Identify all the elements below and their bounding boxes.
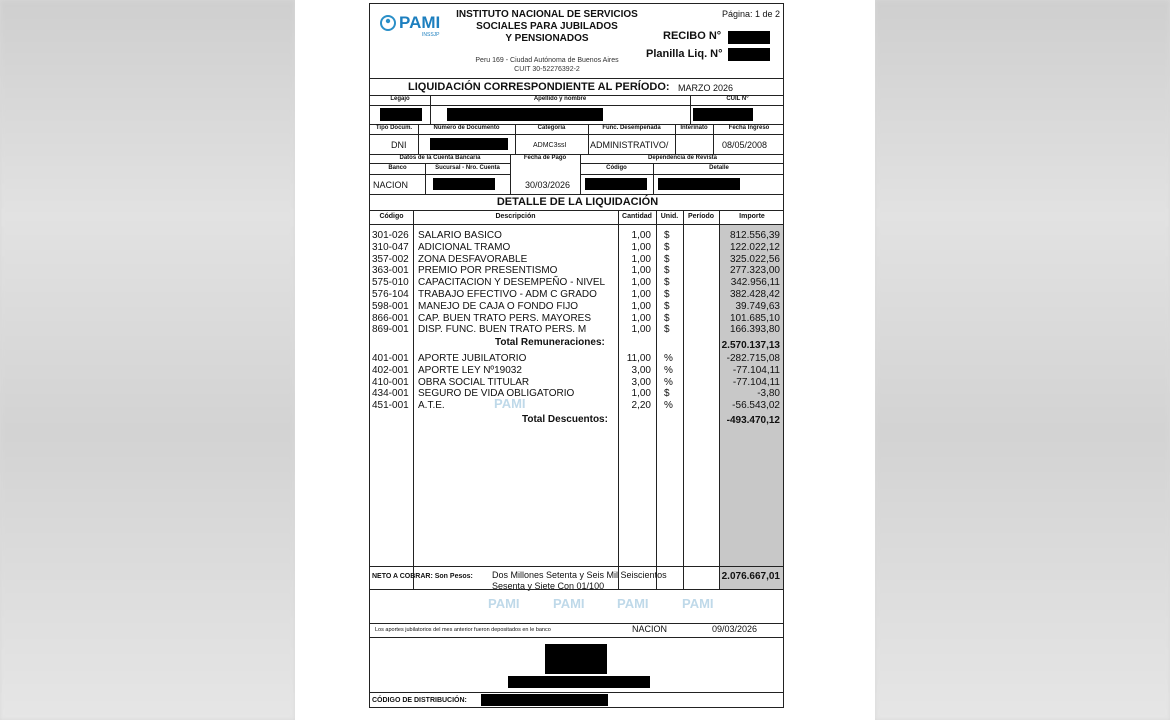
planilla-number-redacted xyxy=(728,48,770,61)
remuneracion-row-4-desc: CAPACITACION Y DESEMPEÑO - NIVEL xyxy=(418,277,606,288)
institution-line-3: Y PENSIONADOS xyxy=(505,33,589,44)
descuento-row-3-code: 434-001 xyxy=(372,388,409,399)
cuil-redacted xyxy=(693,108,753,121)
neto-label: NETO A COBRAR: Son Pesos: xyxy=(372,573,473,580)
institution-cuit: CUIT 30-52276392-2 xyxy=(514,66,580,73)
logo-text: PAMI xyxy=(399,13,441,32)
remuneracion-row-2-amount: 325.022,56 xyxy=(729,254,780,265)
funcion-value: ADMINISTRATIVO/ xyxy=(590,140,669,150)
remuneracion-row-8-desc: DISP. FUNC. BUEN TRATO PERS. M xyxy=(418,324,587,335)
descuento-row-3-unit: $ xyxy=(664,388,670,399)
remuneracion-row-5-code: 576-104 xyxy=(372,289,409,300)
banco-value: NACION xyxy=(373,180,409,190)
remuneracion-row-6-qty: 1,00 xyxy=(631,301,651,312)
signature-redacted xyxy=(545,644,607,674)
remuneracion-row-7-amount: 101.685,10 xyxy=(729,313,780,324)
descuento-row-2-desc: OBRA SOCIAL TITULAR xyxy=(418,377,530,388)
banco-header: Banco xyxy=(388,165,407,171)
neto-words-1: Dos Millones Setenta y Seis Mil Seiscientos xyxy=(492,570,667,580)
remuneracion-row-8-unit: $ xyxy=(664,324,670,335)
codigo-dep-header: Código xyxy=(606,165,627,171)
remuneracion-row-6-desc: MANEJO DE CAJA O FONDO FIJO xyxy=(418,301,579,312)
remuneracion-row-7-code: 866-001 xyxy=(372,313,409,324)
remuneracion-row-0-amount: 812.556,39 xyxy=(729,230,780,241)
descuento-row-0-desc: APORTE JUBILATORIO xyxy=(418,353,527,364)
remuneracion-row-0-desc: SALARIO BASICO xyxy=(418,230,502,241)
fecha-pago-value: 30/03/2026 xyxy=(525,180,571,190)
tipo-doc-value: DNI xyxy=(391,140,407,150)
payslip-document xyxy=(369,3,784,708)
remuneracion-row-4-amount: 342.956,11 xyxy=(730,277,780,288)
remuneracion-row-1-amount: 122.022,12 xyxy=(729,242,780,253)
logo-subtext: INSSJP xyxy=(422,32,440,38)
descuento-row-0-amount: -282.715,08 xyxy=(726,353,780,364)
fecha-ingreso-header: Fecha Ingreso xyxy=(728,125,770,131)
col-cantidad: Cantidad xyxy=(622,213,652,220)
remuneracion-row-3-amount: 277.323,00 xyxy=(729,265,780,276)
nro-doc-header: Número de Documento xyxy=(433,125,500,131)
remuneracion-row-8-qty: 1,00 xyxy=(631,324,651,335)
recibo-number-redacted xyxy=(728,31,770,44)
col-importe: Importe xyxy=(739,213,765,220)
remuneracion-row-3-code: 363-001 xyxy=(372,265,409,276)
period-value: MARZO 2026 xyxy=(678,83,734,93)
cuenta-redacted xyxy=(433,178,495,190)
remuneracion-row-1-unit: $ xyxy=(664,242,670,253)
institution-name xyxy=(442,9,652,45)
categoria-header: Categoría xyxy=(537,125,566,131)
remuneracion-row-3-desc: PREMIO POR PRESENTISMO xyxy=(418,265,558,276)
remuneracion-row-2-unit: $ xyxy=(664,254,670,265)
remuneracion-row-1-qty: 1,00 xyxy=(631,242,651,253)
remuneracion-row-1-desc: ADICIONAL TRAMO xyxy=(418,242,511,253)
descuento-row-0-qty: 11,00 xyxy=(626,353,651,364)
col-descripcion: Descripción xyxy=(495,213,536,220)
remuneracion-row-6-code: 598-001 xyxy=(372,301,409,312)
fecha-ingreso-value: 08/05/2008 xyxy=(722,140,768,150)
watermark-5: PAMI xyxy=(682,596,714,611)
remuneracion-row-2-qty: 1,00 xyxy=(631,254,651,265)
page-number: Página: 1 de 2 xyxy=(722,9,781,19)
remuneracion-row-6-amount: 39.749,63 xyxy=(735,301,780,312)
descuento-row-4-qty: 2,20 xyxy=(631,400,651,411)
remuneracion-row-4-unit: $ xyxy=(664,277,670,288)
footer-date: 09/03/2026 xyxy=(712,624,758,634)
dep-detalle-redacted xyxy=(658,178,740,190)
remuneracion-row-1-code: 310-047 xyxy=(372,242,409,253)
remuneracion-row-7-desc: CAP. BUEN TRATO PERS. MAYORES xyxy=(418,313,592,324)
distribucion-redacted xyxy=(481,694,608,706)
descuento-row-3-amount: -3,80 xyxy=(757,388,780,399)
background-right xyxy=(875,0,1170,720)
descuento-row-3-qty: 1,00 xyxy=(631,388,651,399)
legajo-header: Legajo xyxy=(390,96,410,102)
institution-line-2: SOCIALES PARA JUBILADOS xyxy=(476,21,618,32)
col-codigo: Código xyxy=(379,213,404,220)
remuneracion-row-5-desc: TRABAJO EFECTIVO - ADM C GRADO xyxy=(418,289,597,300)
remuneracion-row-8-code: 869-001 xyxy=(372,324,409,335)
nro-doc-redacted xyxy=(430,138,508,150)
remuneracion-row-2-desc: ZONA DESFAVORABLE xyxy=(418,254,528,265)
remuneracion-row-5-unit: $ xyxy=(664,289,670,300)
remuneracion-row-4-qty: 1,00 xyxy=(631,277,651,288)
tipo-doc-header: Tipo Docum. xyxy=(375,125,413,131)
remuneracion-row-0-qty: 1,00 xyxy=(631,230,651,241)
remuneracion-row-6-unit: $ xyxy=(664,301,670,312)
remuneracion-row-3-qty: 1,00 xyxy=(631,265,651,276)
neto-value: 2.076.667,01 xyxy=(721,571,780,582)
categoria-value: ADMC3ssI xyxy=(533,142,567,149)
descuento-row-1-qty: 3,00 xyxy=(631,365,651,376)
descuento-row-4-code: 451-001 xyxy=(372,400,409,411)
apellido-redacted xyxy=(447,108,603,121)
footer-bank: NACION xyxy=(632,624,668,634)
institution-address: Peru 169 - Ciudad Autónoma de Buenos Aires xyxy=(475,57,619,64)
descuento-row-1-amount: -77.104,11 xyxy=(732,365,780,376)
detalle-dep-header: Detalle xyxy=(709,165,729,171)
funcion-header: Func. Desempeñada xyxy=(602,125,661,131)
detalle-title: DETALLE DE LA LIQUIDACIÓN xyxy=(496,196,659,208)
remuneracion-row-7-unit: $ xyxy=(664,313,670,324)
fecha-pago-header: Fecha de Pago xyxy=(523,155,567,161)
descuento-row-2-code: 410-001 xyxy=(372,377,409,388)
col-unidad: Unid. xyxy=(660,213,679,220)
remuneracion-row-5-qty: 1,00 xyxy=(631,289,651,300)
legajo-redacted xyxy=(380,108,422,121)
descuento-row-2-unit: % xyxy=(664,377,673,388)
total-descuentos-value: -493.470,12 xyxy=(726,415,780,426)
background-left xyxy=(0,0,295,720)
planilla-label: Planilla Liq. N° xyxy=(646,48,723,60)
watermark-4: PAMI xyxy=(617,596,649,611)
descuento-row-4-unit: % xyxy=(664,400,673,411)
dep-codigo-redacted xyxy=(585,178,647,190)
descuento-row-1-unit: % xyxy=(664,365,673,376)
remuneracion-row-4-code: 575-010 xyxy=(372,277,409,288)
descuento-row-4-amount: -56.543,02 xyxy=(732,400,780,411)
total-descuentos-label: Total Descuentos: xyxy=(522,414,608,425)
pami-logo-icon xyxy=(380,15,396,31)
watermark-2: PAMI xyxy=(488,596,520,611)
remuneracion-row-2-code: 357-002 xyxy=(372,254,409,265)
distribucion-label: CÓDIGO DE DISTRIBUCIÓN: xyxy=(372,697,467,704)
period-label: LIQUIDACIÓN CORRESPONDIENTE AL PERÍODO: xyxy=(408,81,670,93)
remuneracion-row-5-amount: 382.428,42 xyxy=(729,289,780,300)
dependencia-header: Dependencia de Revista xyxy=(647,155,718,161)
col-periodo: Período xyxy=(687,213,715,220)
descuento-row-0-code: 401-001 xyxy=(372,353,409,364)
cuenta-header: Datos de la Cuenta Bancaria xyxy=(399,155,481,161)
institution-line-1: INSTITUTO NACIONAL DE SERVICIOS xyxy=(456,9,638,20)
watermark-3: PAMI xyxy=(553,596,585,611)
watermark-1: PAMI xyxy=(494,396,526,411)
sucursal-header: Sucursal - Nro. Cuenta xyxy=(435,165,500,171)
remuneracion-row-0-unit: $ xyxy=(664,230,670,241)
institution-address-block xyxy=(442,56,652,74)
cuil-header: CUIL N° xyxy=(726,96,749,102)
aportes-note: Los aportes jubilatorios del mes anterior fueron depositados en le banco xyxy=(375,627,551,633)
descuento-row-2-amount: -77.104,11 xyxy=(732,377,780,388)
descuento-row-0-unit: % xyxy=(664,353,673,364)
total-remuneraciones-value: 2.570.137,13 xyxy=(721,340,780,351)
remuneracion-row-3-unit: $ xyxy=(664,265,670,276)
total-remuneraciones-label: Total Remuneraciones: xyxy=(495,337,605,348)
interinato-header: Interinato xyxy=(680,125,708,131)
descuento-row-3-desc: SEGURO DE VIDA OBLIGATORIO xyxy=(418,388,575,399)
descuento-row-4-desc: A.T.E. xyxy=(418,400,445,411)
apellido-header: Apellido y nombre xyxy=(533,96,587,102)
recibo-label: RECIBO N° xyxy=(663,30,722,42)
descuento-row-1-code: 402-001 xyxy=(372,365,409,376)
neto-words-2: Sesenta y Siete Con 01/100 xyxy=(492,581,605,591)
remuneracion-row-8-amount: 166.393,80 xyxy=(729,324,780,335)
descuento-row-1-desc: APORTE LEY Nº19032 xyxy=(418,365,522,376)
descuento-row-2-qty: 3,00 xyxy=(631,377,651,388)
remuneracion-row-7-qty: 1,00 xyxy=(631,313,651,324)
signature-name-redacted xyxy=(508,676,650,688)
remuneracion-row-0-code: 301-026 xyxy=(372,230,409,241)
